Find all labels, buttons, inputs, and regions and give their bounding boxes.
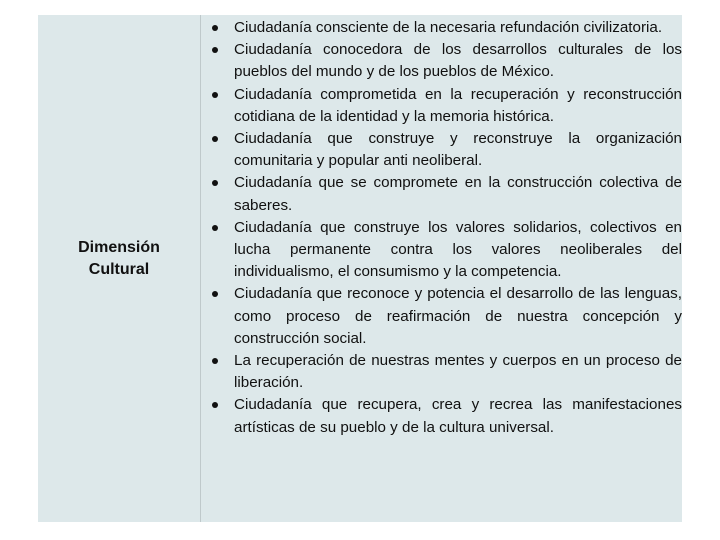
list-item <box>201 39 682 83</box>
list-item <box>201 17 682 39</box>
list-item-text: Ciudadanía conocedora de los desarrollos culturales de los pueblos del mundo y de los pueblos de México. <box>234 41 682 81</box>
bullet-icon <box>212 180 218 186</box>
bullet-icon <box>212 136 218 142</box>
bullet-icon <box>212 25 218 31</box>
list-item-text: Ciudadanía que se compromete en la construcción colectiva de saberes. <box>234 174 682 214</box>
bullet-icon <box>212 92 218 98</box>
bullet-icon <box>212 291 218 297</box>
list-item-text: Ciudadanía consciente de la necesaria refundación civilizatoria. <box>234 19 663 36</box>
list-item-text: Ciudadanía que reconoce y potencia el desarrollo de las lenguas, como proceso de reafirmación de nuestra concepción y construcción social. <box>234 285 682 347</box>
dimension-title-line2: Cultural <box>88 260 150 278</box>
list-item-text: Ciudadanía que construye y reconstruye la organización comunitaria y popular anti neoliberal. <box>234 130 682 170</box>
bullet-icon <box>212 225 218 231</box>
list-item <box>201 84 682 128</box>
list-item-text: Ciudadanía que recupera, crea y recrea las manifestaciones artísticas de su pueblo y de la cultura universal. <box>234 396 682 436</box>
list-item <box>201 172 682 216</box>
items-cell <box>201 15 682 522</box>
bullet-icon <box>212 402 218 408</box>
list-item <box>201 350 682 394</box>
table-frame <box>38 15 682 522</box>
dimension-title <box>78 237 160 281</box>
list-item <box>201 217 682 284</box>
dimension-cell <box>38 15 201 522</box>
list-item <box>201 394 682 438</box>
bullet-list <box>201 17 682 439</box>
list-item <box>201 283 682 350</box>
list-item-text: Ciudadanía que construye los valores solidarios, colectivos en lucha permanente contra los valores neoliberales del individualismo, el consumismo y la competencia. <box>234 218 682 281</box>
list-item <box>201 128 682 172</box>
bullet-icon <box>212 47 218 53</box>
dimension-title-line1: Dimensión <box>78 238 160 256</box>
list-item-text: Ciudadanía comprometida en la recuperación y reconstrucción cotidiana de la identidad y la memoria histórica. <box>234 85 682 125</box>
list-item-text: La recuperación de nuestras mentes y cuerpos en un proceso de liberación. <box>234 352 682 392</box>
bullet-icon <box>212 358 218 364</box>
